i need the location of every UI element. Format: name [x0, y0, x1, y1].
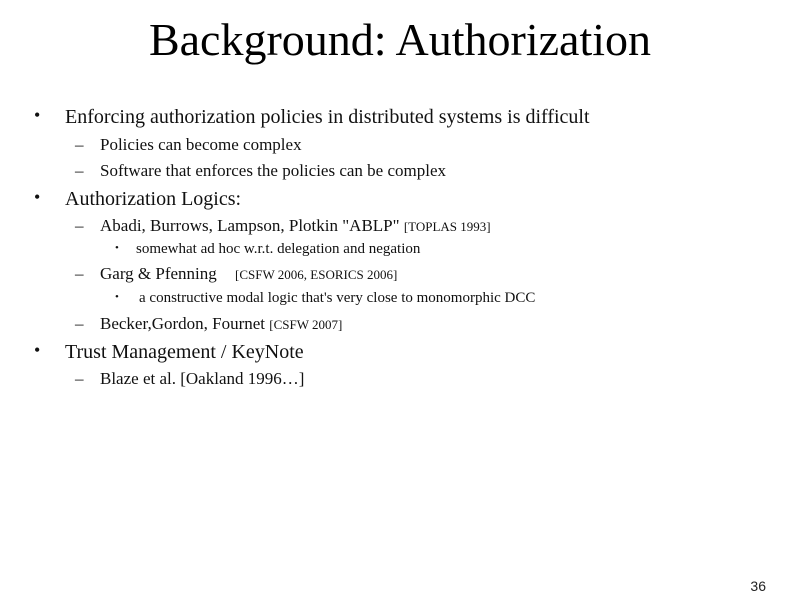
bullet-icon: • [34, 340, 41, 360]
sub-bullet-item [100, 135, 302, 155]
bullet-text: Trust Management / KeyNote [65, 341, 304, 363]
sub-bullet-text: Abadi, Burrows, Lampson, Plotkin "ABLP" [100, 216, 404, 235]
sub-bullet-text: Becker,Gordon, Fournet [100, 314, 270, 333]
bullet-icon: • [34, 105, 41, 125]
citation: [CSFW 2006, ESORICS 2006] [235, 267, 398, 282]
sub-sub-bullet-text: a constructive modal logic that's very close to monomorphic DCC [139, 290, 536, 306]
dash-icon: – [75, 161, 84, 180]
bullet-text: Enforcing authorization policies in distributed systems is difficult [65, 106, 590, 128]
slide-title: Background: Authorization [148, 14, 652, 65]
page-number: 36 [750, 578, 766, 594]
bullet-item [65, 340, 304, 364]
sub-sub-bullet-item [136, 240, 420, 258]
citation: [TOPLAS 1993] [403, 219, 491, 234]
sub-bullet-item [100, 264, 397, 285]
sub-bullet-text: Garg & Pfenning [100, 264, 222, 283]
sub-bullet-text: Blaze et al. [Oakland 1996…] [100, 369, 305, 388]
sub-bullet-item [100, 161, 446, 181]
dash-icon: – [75, 369, 84, 388]
sub-bullet-text: Policies can become complex [100, 135, 302, 154]
bullet-item [65, 187, 241, 211]
dash-icon: – [75, 135, 84, 154]
citation: [CSFW 2007] [269, 317, 343, 332]
small-bullet-icon: • [115, 291, 119, 303]
sub-bullet-item [100, 369, 304, 389]
bullet-text: Authorization Logics: [65, 188, 242, 210]
sub-bullet-item [100, 216, 491, 237]
sub-bullet-item [100, 314, 342, 335]
sub-bullet-text: Software that enforces the policies can be complex [100, 161, 447, 180]
bullet-item [65, 105, 590, 129]
dash-icon: – [75, 264, 84, 283]
small-bullet-icon: • [115, 242, 119, 254]
sub-sub-bullet-item [139, 289, 535, 307]
sub-sub-bullet-text: somewhat ad hoc w.r.t. delegation and negation [136, 241, 421, 257]
dash-icon: – [75, 314, 84, 333]
bullet-icon: • [34, 187, 41, 207]
dash-icon: – [75, 216, 84, 235]
